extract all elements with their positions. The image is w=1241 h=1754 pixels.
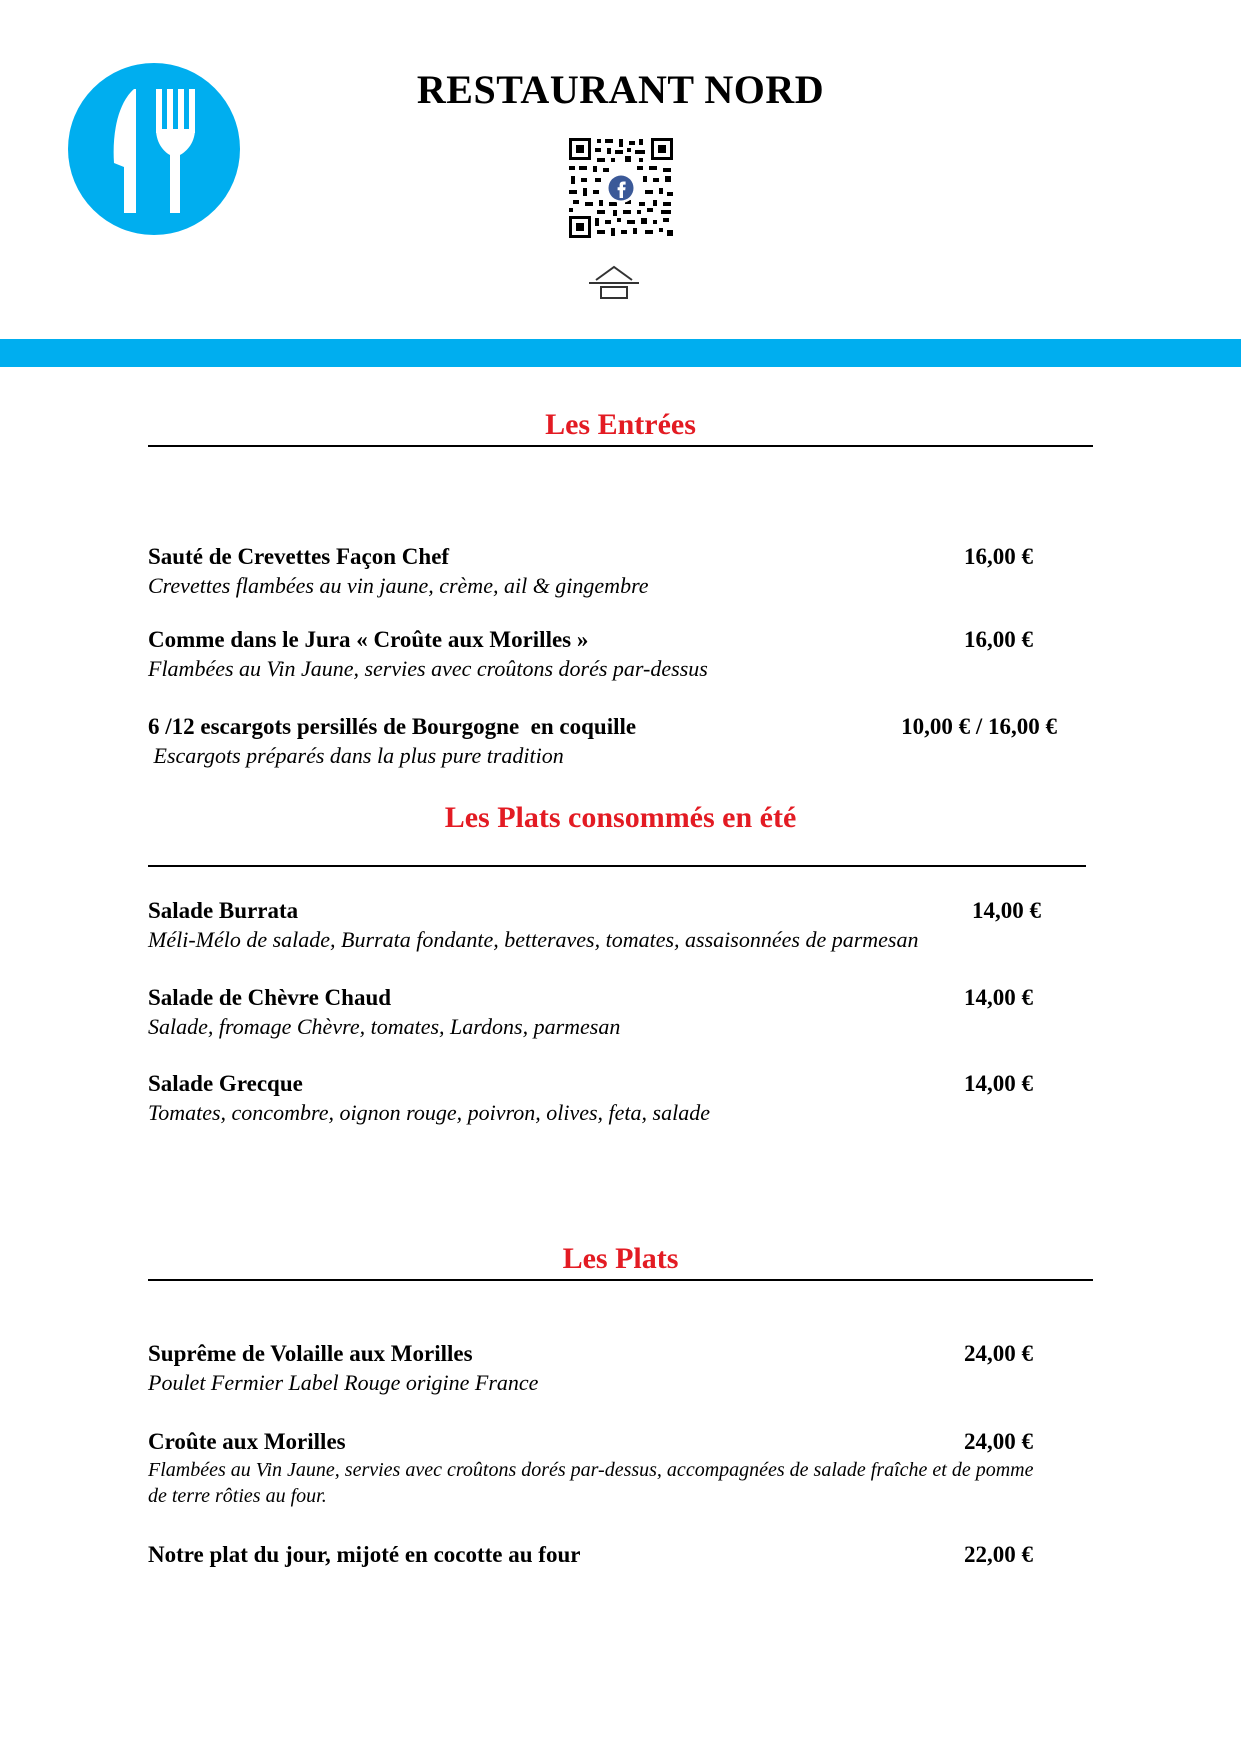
section-title-plats: Les Plats [562,1242,679,1275]
item-description: Poulet Fermier Label Rouge origine France [148,1370,539,1395]
item-name: Salade Burrata [148,898,299,923]
item-description: Flambées au Vin Jaune, servies avec croûtons dorés par-dessus [148,656,708,681]
menu-item [148,1070,1093,1127]
item-price: 14,00 € [972,898,1041,923]
item-price: 24,00 € [964,1429,1033,1454]
facebook-qr-code[interactable] [567,136,675,240]
item-description: Tomates, concombre, oignon rouge, poivron, olives, feta, salade [148,1100,710,1125]
item-price: 14,00 € [964,1071,1033,1096]
restaurant-title: RESTAURANT NORD [416,67,825,112]
menu-item [148,543,1093,600]
item-description: Flambées au Vin Jaune, servies avec croûtons dorés par-dessus, accompagnées de salade fraîche et de pomme de terre rôties au four. [148,1459,1034,1507]
item-price: 22,00 € [964,1542,1033,1567]
item-price: 16,00 € [964,627,1033,652]
menu-item [148,1428,1093,1509]
menu-item [148,984,1093,1041]
header-band [0,339,1241,367]
item-name: Salade Grecque [148,1071,303,1096]
section-divider [148,445,1093,447]
item-name: Suprême de Volaille aux Morilles [148,1341,473,1366]
menu-item [148,1340,1093,1397]
menu-item [148,897,1093,954]
item-name: Sauté de Crevettes Façon Chef [148,544,450,569]
item-price: 14,00 € [964,985,1033,1010]
item-price: 24,00 € [964,1341,1033,1366]
item-description: Méli-Mélo de salade, Burrata fondante, betteraves, tomates, assaisonnées de parmesan [148,927,919,952]
menu-item [148,713,1093,770]
item-price: 16,00 € [964,544,1033,569]
section-divider [148,1279,1093,1281]
section-title-entrees: Les Entrées [545,408,696,441]
menu-item [148,1541,1093,1569]
item-name: Comme dans le Jura « Croûte aux Morilles » [148,627,589,652]
menu-item [148,626,1093,683]
item-description: Crevettes flambées au vin jaune, crème, ail & gingembre [148,573,649,598]
item-price: 10,00 € / 16,00 € [901,714,1057,739]
item-name: Salade de Chèvre Chaud [148,985,392,1010]
item-name: Notre plat du jour, mijoté en cocotte au four [148,1542,581,1567]
item-name: Croûte aux Morilles [148,1429,346,1454]
home-icon[interactable] [589,264,639,300]
section-title-summer: Les Plats consommés en été [444,801,797,834]
section-divider [148,865,1086,867]
item-description: Escargots préparés dans la plus pure tradition [148,743,564,768]
item-description: Salade, fromage Chèvre, tomates, Lardons, parmesan [148,1014,621,1039]
item-name: 6 /12 escargots persillés de Bourgogne en coquille [148,714,637,739]
